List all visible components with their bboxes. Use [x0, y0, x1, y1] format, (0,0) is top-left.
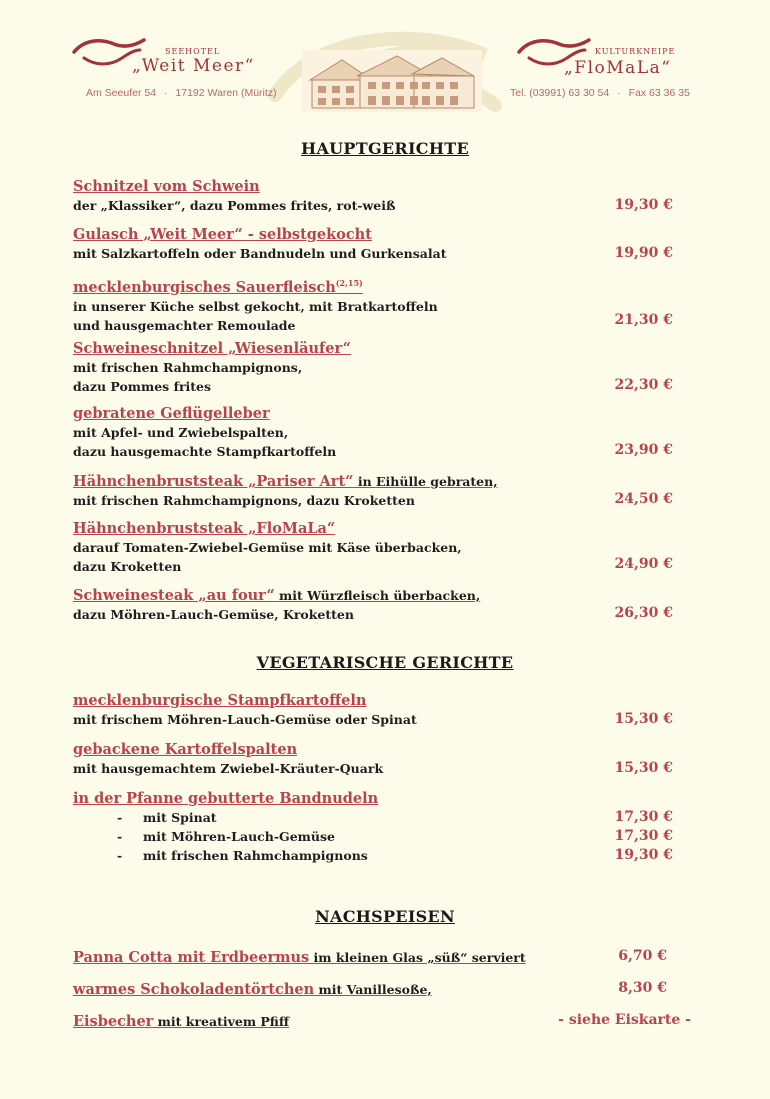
item-price: 21,30 € — [614, 312, 673, 328]
item-description: mit Apfel- und Zwiebelspalten, — [73, 425, 289, 440]
item-description: mit hausgemachtem Zwiebel-Kräuter-Quark — [73, 761, 384, 776]
menu-item — [73, 1012, 691, 1031]
item-price: 23,90 € — [614, 442, 673, 458]
brand-right-small: KULTURKNEIPE — [595, 47, 676, 56]
item-inline-description: im kleinen Glas „süß“ serviert — [309, 950, 526, 965]
item-description: der „Klassiker“, dazu Pommes frites, rot-weiß — [73, 198, 396, 213]
menu-item — [73, 980, 667, 999]
item-name: warmes Schokoladentörtchen — [73, 981, 315, 998]
item-name: Eisbecher — [73, 1013, 154, 1030]
item-description: mit Salzkartoffeln oder Bandnudeln und Gurkensalat — [73, 246, 447, 261]
item-price: 19,90 € — [614, 245, 673, 261]
option-label: mit Möhren-Lauch-Gemüse — [143, 829, 335, 844]
item-description: dazu Kroketten — [73, 559, 182, 574]
item-inline-description: in Eihülle gebraten, — [353, 474, 498, 489]
section-title-veg: VEGETARISCHE GERICHTE — [256, 653, 514, 672]
item-name: mecklenburgisches Sauerfleisch — [73, 278, 336, 296]
item-price: 22,30 € — [614, 377, 673, 393]
option-price: 17,30 € — [614, 828, 673, 844]
item-name: in der Pfanne gebutterte Bandnudeln — [73, 790, 379, 807]
item-name: Hähnchenbruststeak „FloMaLa“ — [73, 520, 336, 537]
item-name-row — [73, 948, 667, 967]
brand-left-small: SEEHOTEL — [165, 47, 221, 56]
item-name: mecklenburgische Stampfkartoffeln — [73, 692, 367, 709]
hotel-address: Am Seeufer 54 · 17192 Waren (Müritz) — [86, 87, 277, 99]
section-title-main: HAUPTGERICHTE — [301, 139, 469, 158]
item-price: 8,30 € — [618, 980, 667, 996]
item-price: 26,30 € — [614, 605, 673, 621]
allergen-note: (2,15) — [335, 278, 363, 288]
menu-item — [73, 472, 673, 510]
item-description: und hausgemachter Remoulade — [73, 317, 296, 333]
section-title-dessert: NACHSPEISEN — [315, 907, 455, 926]
brand-left-big: „Weit Meer“ — [132, 56, 255, 76]
menu-item — [73, 226, 673, 263]
option-price: 17,30 € — [614, 809, 673, 825]
brand-right-big: „FloMaLa“ — [564, 58, 672, 78]
item-price: 6,70 € — [618, 948, 667, 964]
item-inline-description: mit kreativem Pfiff — [153, 1014, 290, 1029]
option-dash: - — [117, 810, 123, 825]
menu-item — [73, 741, 673, 778]
item-name-row — [73, 472, 673, 491]
item-description: dazu Möhren-Lauch-Gemüse, Kroketten — [73, 607, 354, 622]
menu-item — [73, 274, 673, 335]
menu-item — [73, 948, 667, 967]
item-price-note: - siehe Eiskarte - — [558, 1012, 691, 1028]
menu-item — [73, 178, 673, 215]
hotel-building-image — [302, 50, 482, 112]
item-name: Schweinesteak „au four“ — [73, 587, 275, 604]
flomala-contact: Tel. (03991) 63 30 54 · Fax 63 36 35 — [510, 87, 690, 99]
menu-item — [73, 405, 673, 461]
item-description: darauf Tomaten-Zwiebel-Gemüse mit Käse überbacken, — [73, 540, 462, 555]
item-price: 19,30 € — [614, 197, 673, 213]
menu-item — [73, 340, 673, 396]
item-description: mit frischen Rahmchampignons, dazu Kroketten — [73, 493, 415, 508]
menu-item — [73, 586, 673, 624]
menu-item — [73, 692, 673, 729]
item-name: Hähnchenbruststeak „Pariser Art“ — [73, 473, 354, 490]
item-option — [73, 808, 673, 827]
menu-item — [73, 790, 673, 865]
option-dash: - — [117, 848, 123, 863]
item-name: Schnitzel vom Schwein — [73, 178, 260, 195]
item-name: Gulasch „Weit Meer“ - selbstgekocht — [73, 226, 372, 243]
item-price: 15,30 € — [614, 760, 673, 776]
option-label: mit frischen Rahmchampignons — [143, 848, 368, 863]
item-description: dazu hausgemachte Stampfkartoffeln — [73, 444, 337, 459]
item-option — [73, 846, 673, 865]
item-name-row — [73, 980, 667, 999]
option-label: mit Spinat — [143, 810, 217, 825]
item-name: gebratene Geflügelleber — [73, 405, 270, 422]
item-description: mit frischem Möhren-Lauch-Gemüse oder Spinat — [73, 712, 417, 727]
item-inline-description: mit Würzfleisch überbacken, — [274, 588, 481, 603]
item-description: dazu Pommes frites — [73, 379, 212, 394]
item-price: 24,50 € — [614, 491, 673, 507]
option-dash: - — [117, 829, 123, 844]
item-inline-description: mit Vanillesoße, — [314, 982, 432, 997]
item-name-row — [73, 586, 673, 605]
item-price: 24,90 € — [614, 556, 673, 572]
item-price: 15,30 € — [614, 711, 673, 727]
item-option — [73, 827, 673, 846]
item-name-with-sup — [73, 274, 673, 297]
item-description: in unserer Küche selbst gekocht, mit Bratkartoffeln — [73, 298, 438, 314]
item-name: gebackene Kartoffelspalten — [73, 741, 298, 758]
item-name: Schweineschnitzel „Wiesenläufer“ — [73, 340, 351, 357]
item-description: mit frischen Rahmchampignons, — [73, 360, 303, 375]
menu-item — [73, 520, 673, 576]
option-price: 19,30 € — [614, 847, 673, 863]
item-name: Panna Cotta mit Erdbeermus — [73, 949, 310, 966]
